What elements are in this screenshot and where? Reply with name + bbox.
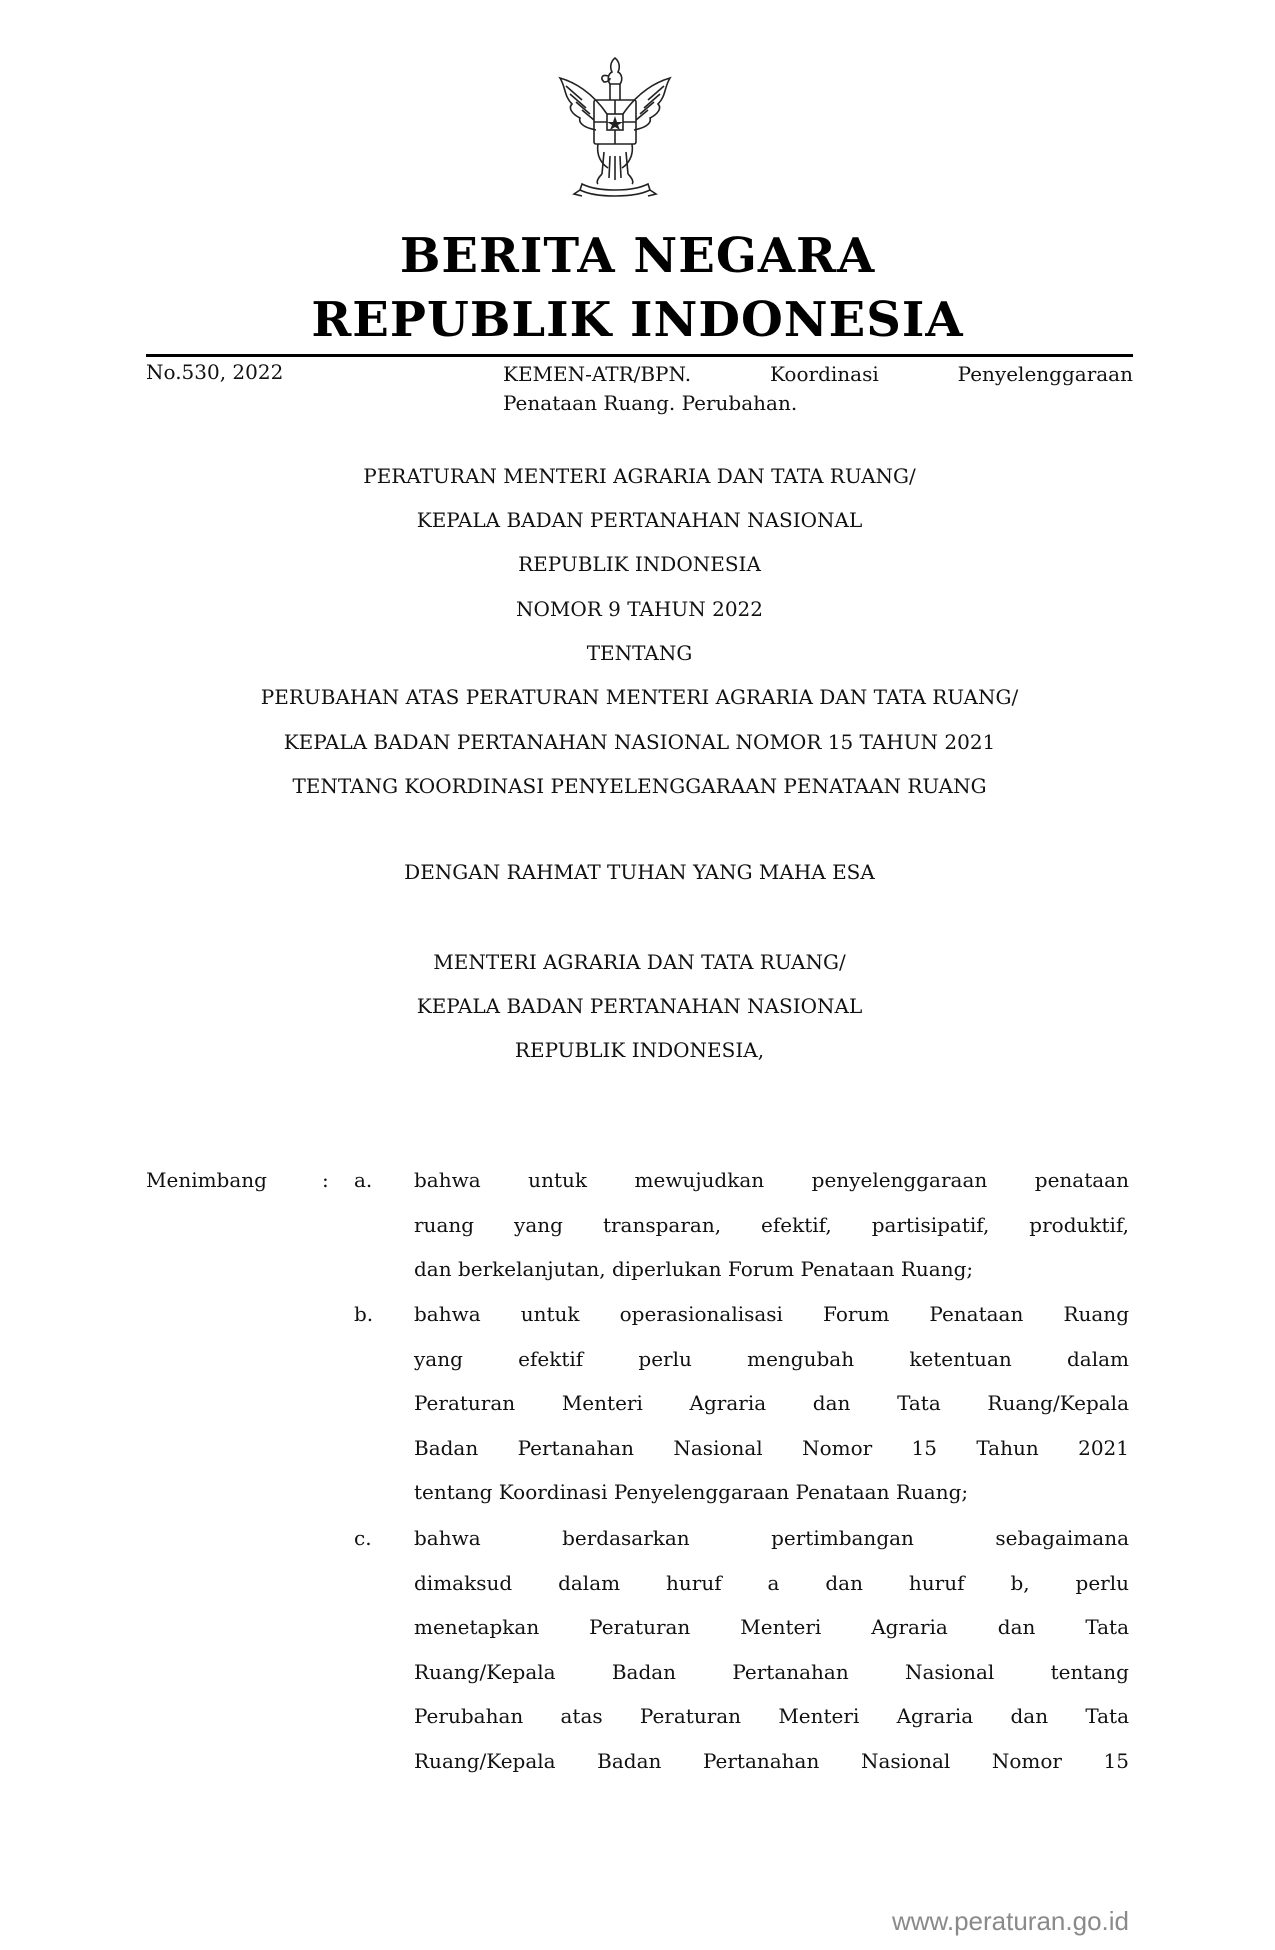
regulation-heading-line7: KEPALA BADAN PERTANAHAN NASIONAL NOMOR 15 TAHUN 2021 — [283, 730, 996, 754]
consideration-b-line: yang efektif perlu mengubah ketentuan dalam — [414, 1346, 1129, 1371]
gazette-subject-line2: Penataan Ruang. Perubahan. — [503, 391, 798, 415]
consideration-c-line: Ruang/Kepala Badan Pertanahan Nasional tentang — [414, 1659, 1129, 1684]
header-divider — [146, 354, 1133, 357]
garuda-emblem-icon — [552, 52, 678, 212]
regulation-heading-line1: PERATURAN MENTERI AGRARIA DAN TATA RUANG/ — [363, 464, 916, 488]
consideration-letter-c: c. — [354, 1526, 372, 1550]
consideration-item-c — [414, 1516, 1129, 1784]
consideration-a-line: ruang yang transparan, efektif, partisipatif, produktif, — [414, 1212, 1129, 1237]
consideration-b-line: tentang Koordinasi Penyelenggaraan Penataan Ruang; — [414, 1480, 969, 1505]
consideration-a-line: dan berkelanjutan, diperlukan Forum Penataan Ruang; — [414, 1257, 974, 1282]
consideration-b-line: Badan Pertanahan Nasional Nomor 15 Tahun 2021 — [414, 1435, 1129, 1460]
regulation-heading-line8: TENTANG KOORDINASI PENYELENGGARAAN PENATAAN RUANG — [292, 774, 987, 798]
consideration-letter-b: b. — [354, 1302, 374, 1326]
consideration-c-line: bahwa berdasarkan pertimbangan sebagaimana — [414, 1526, 1129, 1550]
gazette-title-line2: REPUBLIK INDONESIA — [311, 292, 964, 348]
minister-line3: REPUBLIK INDONESIA, — [514, 1038, 765, 1062]
regulation-heading-line2: KEPALA BADAN PERTANAHAN NASIONAL — [416, 508, 863, 532]
regulation-heading-line4: NOMOR 9 TAHUN 2022 — [515, 597, 763, 621]
consideration-c-line: dimaksud dalam huruf a dan huruf b, perlu — [414, 1570, 1129, 1595]
menimbang-colon: : — [322, 1168, 329, 1192]
minister-line2: KEPALA BADAN PERTANAHAN NASIONAL — [416, 994, 863, 1018]
regulation-heading-line5: TENTANG — [586, 641, 693, 665]
consideration-c-line: menetapkan Peraturan Menteri Agraria dan Tata — [414, 1615, 1129, 1640]
invocation: DENGAN RAHMAT TUHAN YANG MAHA ESA — [404, 860, 875, 884]
consideration-b-line: Peraturan Menteri Agraria dan Tata Ruang/Kepala — [414, 1391, 1129, 1416]
gazette-subject — [503, 360, 1133, 418]
consideration-a-line: bahwa untuk mewujudkan penyelenggaraan penataan — [414, 1168, 1129, 1192]
consideration-c-line: Ruang/Kepala Badan Pertanahan Nasional Nomor 15 — [414, 1748, 1129, 1773]
gazette-subject-line1: KEMEN-ATR/BPN. Koordinasi Penyelenggaraan — [503, 362, 1133, 386]
minister-line1: MENTERI AGRARIA DAN TATA RUANG/ — [433, 950, 846, 974]
consideration-c-line: Perubahan atas Peraturan Menteri Agraria dan Tata — [414, 1704, 1129, 1729]
consideration-letter-a: a. — [354, 1168, 373, 1192]
regulation-heading-line3: REPUBLIK INDONESIA — [518, 552, 761, 576]
menimbang-label: Menimbang — [146, 1168, 267, 1192]
gazette-number: No.530, 2022 — [146, 360, 284, 384]
regulation-heading-line6: PERUBAHAN ATAS PERATURAN MENTERI AGRARIA DAN TATA RUANG/ — [260, 685, 1019, 709]
consideration-item-a — [414, 1158, 1129, 1292]
gazette-title-line1: BERITA NEGARA — [399, 228, 876, 284]
consideration-b-line: bahwa untuk operasionalisasi Forum Penataan Ruang — [414, 1302, 1129, 1326]
footer-website-link[interactable]: www.peraturan.go.id — [891, 1906, 1129, 1936]
consideration-item-b — [414, 1292, 1129, 1515]
